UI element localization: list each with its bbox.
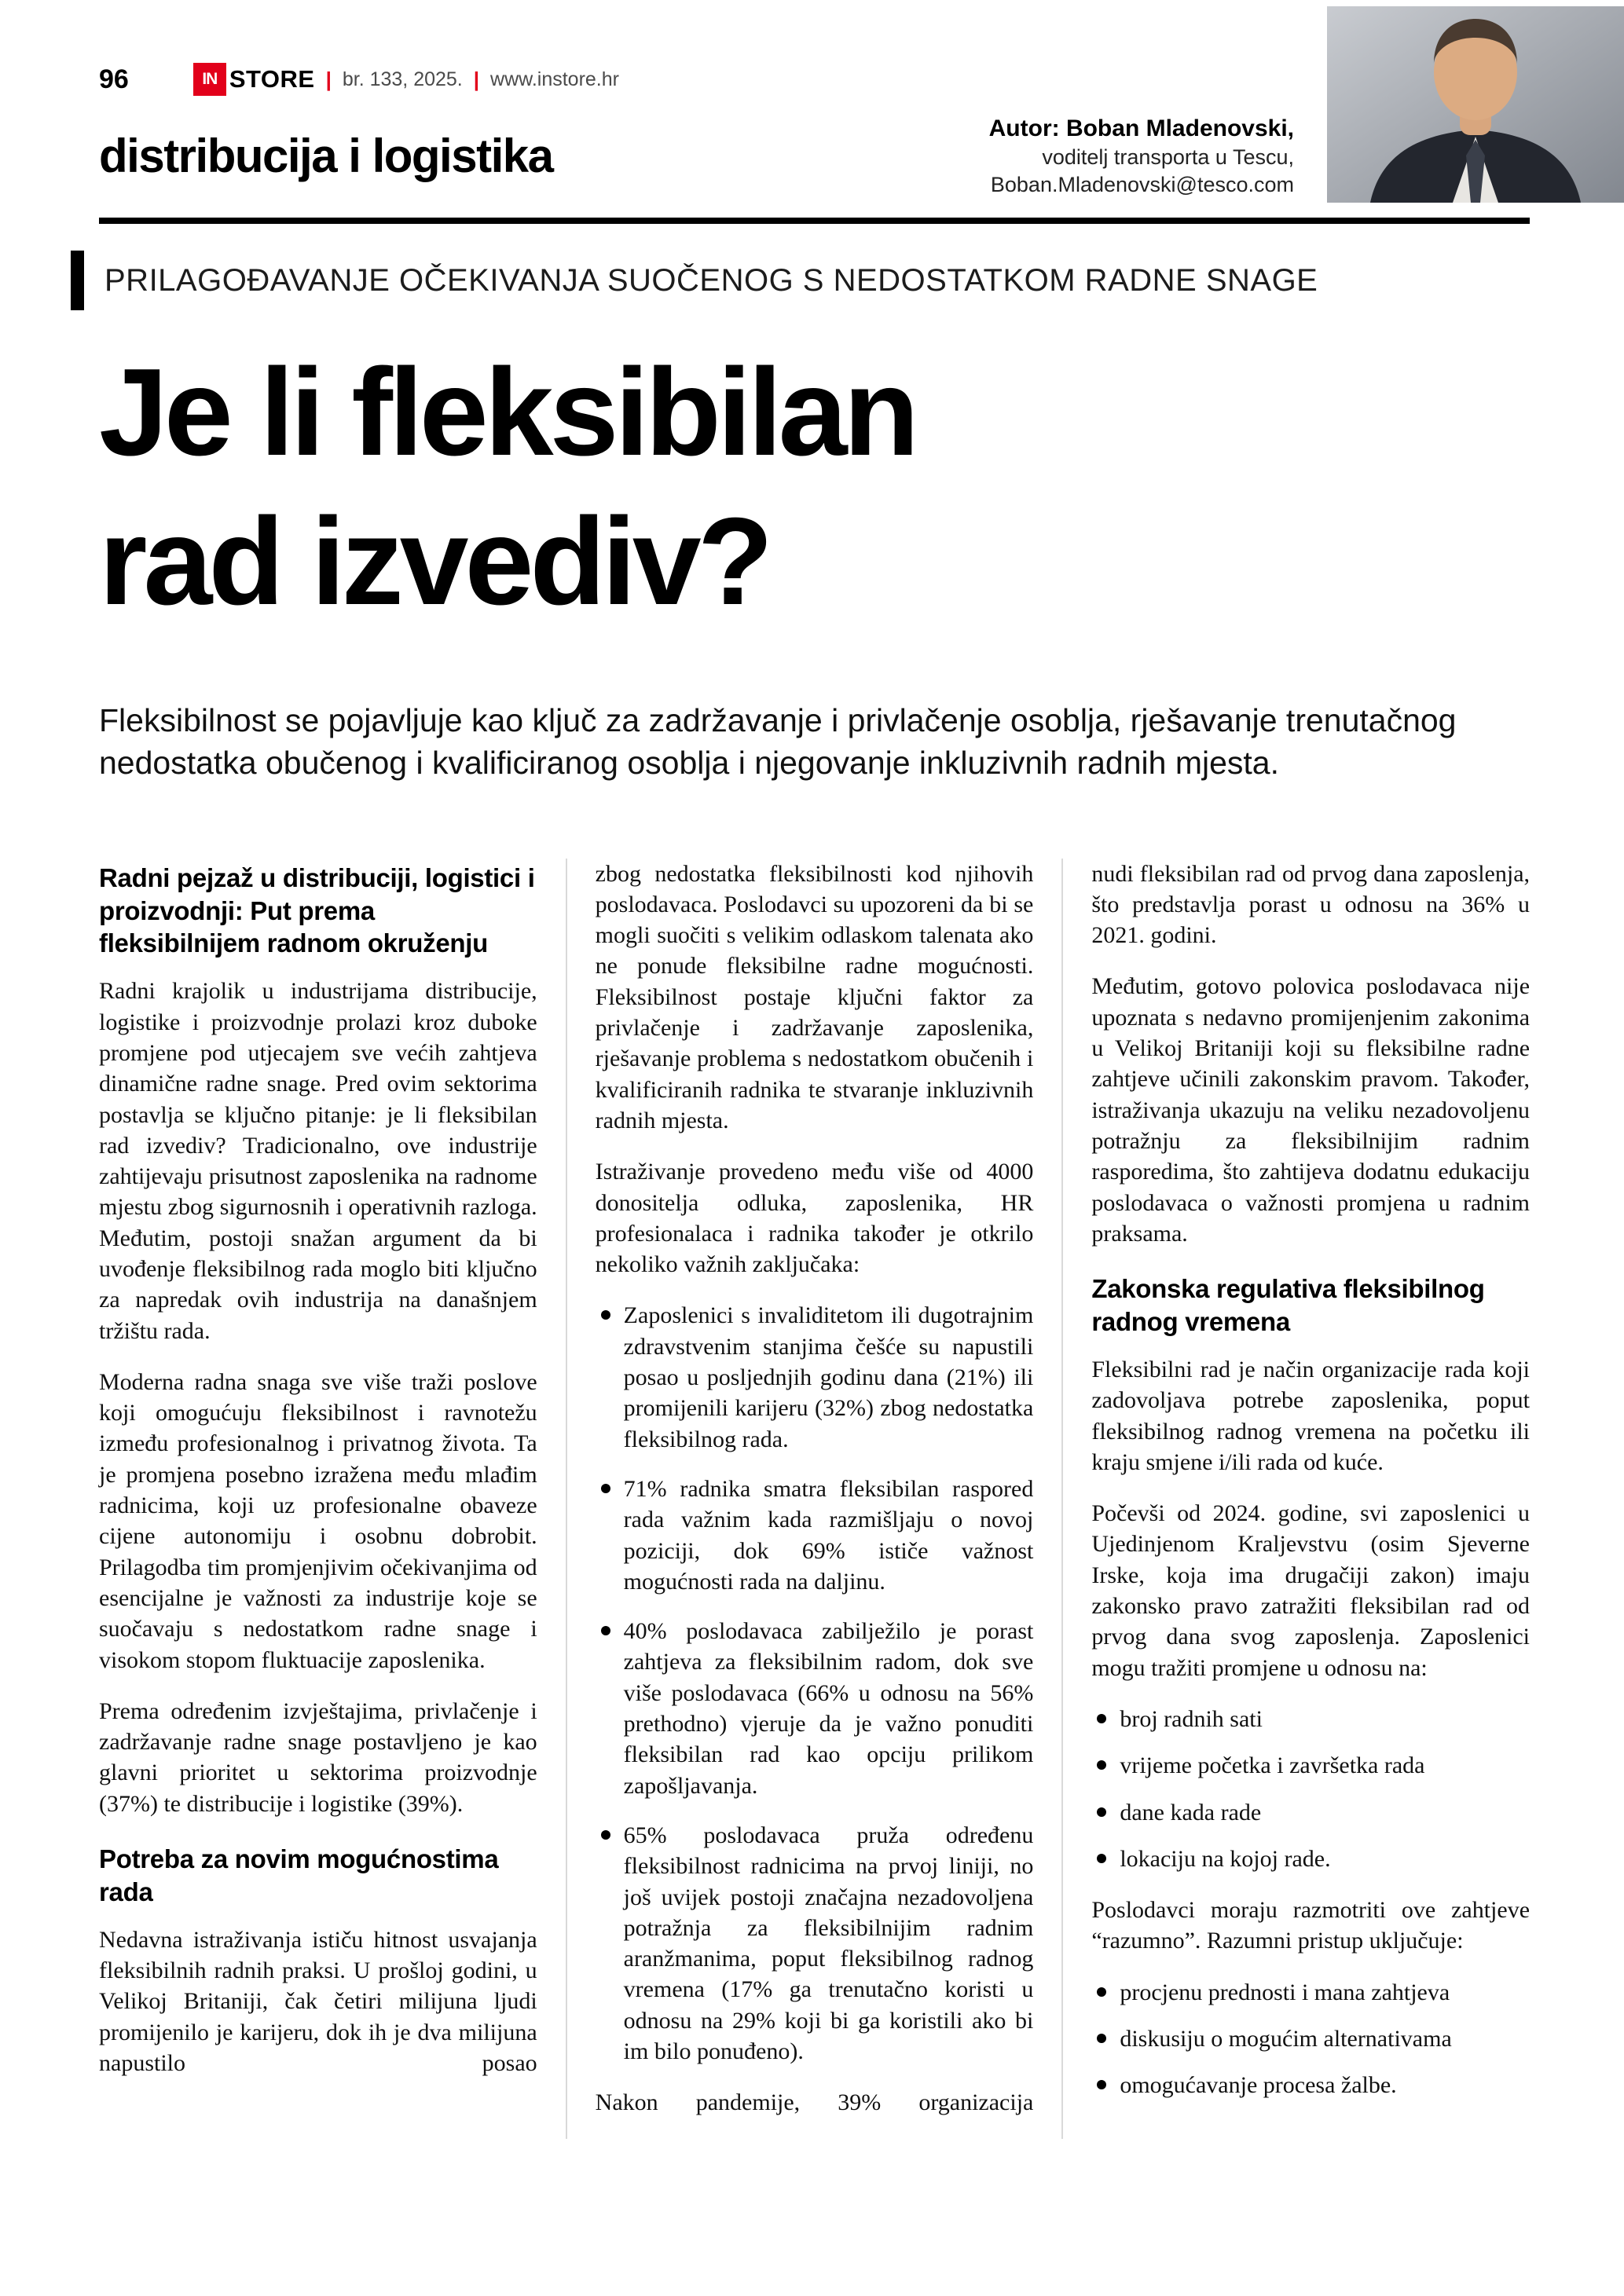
- subheading: Radni pejzaž u distribuciji, logistici i proizvodnji: Put prema fleksibilnijem radnom okruženju: [99, 862, 535, 958]
- page-number: 96: [99, 64, 129, 94]
- author-portrait-illustration: [1327, 6, 1624, 203]
- author-email: Boban.Mladenovski@tesco.com: [990, 173, 1294, 197]
- author-block: [989, 113, 1294, 199]
- bullet-item: broj radnih sati: [1091, 1704, 1530, 1734]
- column-3: [1061, 859, 1530, 2139]
- headline: [99, 339, 1530, 636]
- article-columns: [99, 859, 1530, 2139]
- kicker-accent-bar: [71, 251, 84, 310]
- paragraph: nudi fleksibilan rad od prvog dana zaposlenja, što predstavlja porast u odnosu na 36% u 2021. godini.: [1091, 860, 1531, 949]
- section-title: distribucija i logistika: [99, 130, 553, 183]
- bullet-item: lokaciju na kojoj rade.: [1091, 1844, 1530, 1874]
- paragraph: Radni krajolik u industrijama distribucije, logistike i proizvodnje prolazi kroz duboke promjene pod utjecajem sve većih zahtjeva dinamične radne snage. Pred ovim sektorima postavlja se ključno pitanje: je li fleksibilan rad izvediv? Tradicionalno, ove industrije zahtijevaju prisutnost zaposlenika na radnome mjestu zbog sigurnosnih i operativnih razloga. Međutim, postoji snažan argument da bi uvođenje fleksibilnog rada moglo biti ključno za napredak ovih industrija na današnjem tržištu rada.: [99, 978, 537, 1344]
- paragraph: Počevši od 2024. godine, svi zaposlenici u Ujedinjenom Kraljevstvu (osim Sjeverne Irske, koja ima drugačiji zakon) imaju zakonsko pravo zatražiti fleksibilan rad od prvog dana svog zaposlenja. Zaposlenici mogu tražiti promjene u odnosu na:: [1091, 1500, 1531, 1681]
- bullet-item: diskusiju o mogućim alternativama: [1091, 2023, 1530, 2054]
- kicker-text: PRILAGOĐAVANJE OČEKIVANJA SUOČENOG S NEDOSTATKOM RADNE SNAGE: [104, 262, 1318, 298]
- author-portrait-photo: [1327, 6, 1624, 203]
- section-title-row: [99, 113, 1530, 199]
- paragraph: Prema određenim izvještajima, privlačenje i zadržavanje radne snage postavljeno je kao glavni prioritet u sektorima proizvodnje (37%) te distribucije i logistike (39%).: [99, 1697, 537, 1817]
- instore-logo-mark: IN: [193, 63, 226, 96]
- bullet-item: dane kada rade: [1091, 1797, 1530, 1828]
- header-meta-row: [99, 63, 1530, 96]
- kicker: [99, 251, 1530, 310]
- subheading: Zakonska regulativa fleksibilnog radnog vremena: [1091, 1274, 1485, 1337]
- bullet-item: omogućavanje procesa žalbe.: [1091, 2070, 1530, 2100]
- paragraph: zbog nedostatka fleksibilnosti kod njihovih poslodavaca. Poslodavci su upozoreni da bi se mogli suočiti s velikim odlaskom talenata ako ne ponude fleksibilne radne mogućnosti. Fleksibilnost postaje ključni faktor za privlačenje i zadržavanje zaposlenika, rješavanje problema s nedostatkom obučenih i kvalificiranih radnika te stvaranje inkluzivnih radnih mjesta.: [595, 860, 1034, 1133]
- paragraph: Poslodavci moraju razmotriti ove zahtjeve “razumno”. Razumni pristup uključuje:: [1091, 1897, 1531, 1954]
- bullet-item: procjenu prednosti i mana zahtjeva: [1091, 1977, 1530, 2008]
- bullet-item: 40% poslodavaca zabilježilo je porast zahtjeva za fleksibilnim radom, dok sve više poslodavaca (66% u odnosu na 56% prethodno) vjeruje da je važno ponuditi fleksibilan rad kao opciju prilikom zapošljavanja.: [596, 1616, 1034, 1801]
- column-2: [566, 859, 1062, 2139]
- paragraph: Fleksibilni rad je način organizacije rada koji zadovoljava potrebe zaposlenika, poput fleksibilnog radnog vremena na početku ili kraju smjene i/ili rada od kuće.: [1091, 1356, 1531, 1475]
- website-url: www.instore.hr: [490, 68, 619, 90]
- paragraph: Moderna radna snaga sve više traži poslove koji omogućuju fleksibilnost i ravnotežu između profesionalnog i privatnog života. Ta je promjena posebno izražena među mlađim radnicima, koji uz profesionalne obaveze cijene autonomiju i osobnu dobrobit. Prilagodba tim promjenjivim očekivanjima od esencijalne je važnosti za industrije koje se suočavaju s nedostatkom radne snage i visokom stopom fluktuacije zaposlenika.: [99, 1368, 537, 1673]
- author-role: voditelj transporta u Tescu,: [1042, 145, 1294, 169]
- subheading: Potreba za novim mogućnostima rada: [99, 1844, 499, 1906]
- paragraph: Nedavna istraživanja ističu hitnost usvajanja fleksibilnih radnih praksi. U prošloj godini, u Velikoj Britaniji, čak četiri milijuna ljudi promijenilo je karijeru, dok ih je dva milijuna napustilo posao: [99, 1926, 537, 2077]
- paragraph: Istraživanje provedeno među više od 4000 donositelja odluka, zaposlenika, HR profesionalaca i radnika također je otkrilo nekoliko važnih zaključaka:: [595, 1159, 1034, 1278]
- author-name: Autor: Boban Mladenovski,: [988, 115, 1294, 141]
- bullet-item: 65% poslodavaca pruža određenu fleksibilnost radnicima na prvoj liniji, no još uvijek postoji značajna nezadovoljena potražnja za fleksibilnijim radnim aranžmanima, poput fleksibilnog radnog vremena (17% ga trenutačno koristi u odnosu na 29% koji bi ga koristili ako bi im bilo ponuđeno).: [596, 1820, 1034, 2067]
- paragraph: Međutim, gotovo polovica poslodavaca nije upoznata s nedavno promijenjenim zakonima u Velikoj Britaniji koji su fleksibilne radne zahtjeve učinili zakonskim pravom. Također, istraživanja ukazuju na veliku nezadovoljenu potražnju za fleksibilnijim radnim rasporedima, što zahtijeva dodatnu edukaciju poslodavaca o važnosti promjena u radnim praksama.: [1091, 973, 1531, 1247]
- bullet-item: Zaposlenici s invaliditetom ili dugotrajnim zdravstvenim stanjima češće su napustili posao u posljednjih godinu dana (21%) ili promijenili karijeru (32%) zbog nedostatka fleksibilnog rada.: [596, 1300, 1034, 1454]
- bullet-item: 71% radnika smatra fleksibilan raspored rada važnim kada razmišljaju o novoj poziciji, dok 69% ističe važnost mogućnosti rada na daljinu.: [596, 1474, 1034, 1597]
- instore-logo-text: STORE: [229, 65, 315, 93]
- headline-line-1: Je li fleksibilan: [99, 343, 916, 482]
- header-divider-rule: [99, 218, 1530, 224]
- bullet-item: vrijeme početka i završetka rada: [1091, 1750, 1530, 1781]
- separator-bar: |: [473, 67, 480, 91]
- separator-bar: |: [325, 67, 332, 91]
- issue-number: br. 133, 2025.: [342, 68, 463, 90]
- bullet-list: [1091, 1977, 1530, 2101]
- instore-logo: [193, 63, 315, 96]
- headline-line-2: rad izvediv?: [99, 492, 770, 631]
- column-1: [99, 859, 566, 2139]
- bullet-list: [1091, 1704, 1530, 1874]
- lead-paragraph: Fleksibilnost se pojavljuje kao ključ za zadržavanje i privlačenje osoblja, rješavanje trenutačnog nedostatka obučenog i kvalificiranog osoblja i njegovanje inkluzivnih radnih mjesta.: [99, 702, 1457, 782]
- bullet-list: [596, 1300, 1034, 2067]
- paragraph: Nakon pandemije, 39% organizacija: [595, 2089, 1034, 2116]
- page-header: [99, 63, 1530, 199]
